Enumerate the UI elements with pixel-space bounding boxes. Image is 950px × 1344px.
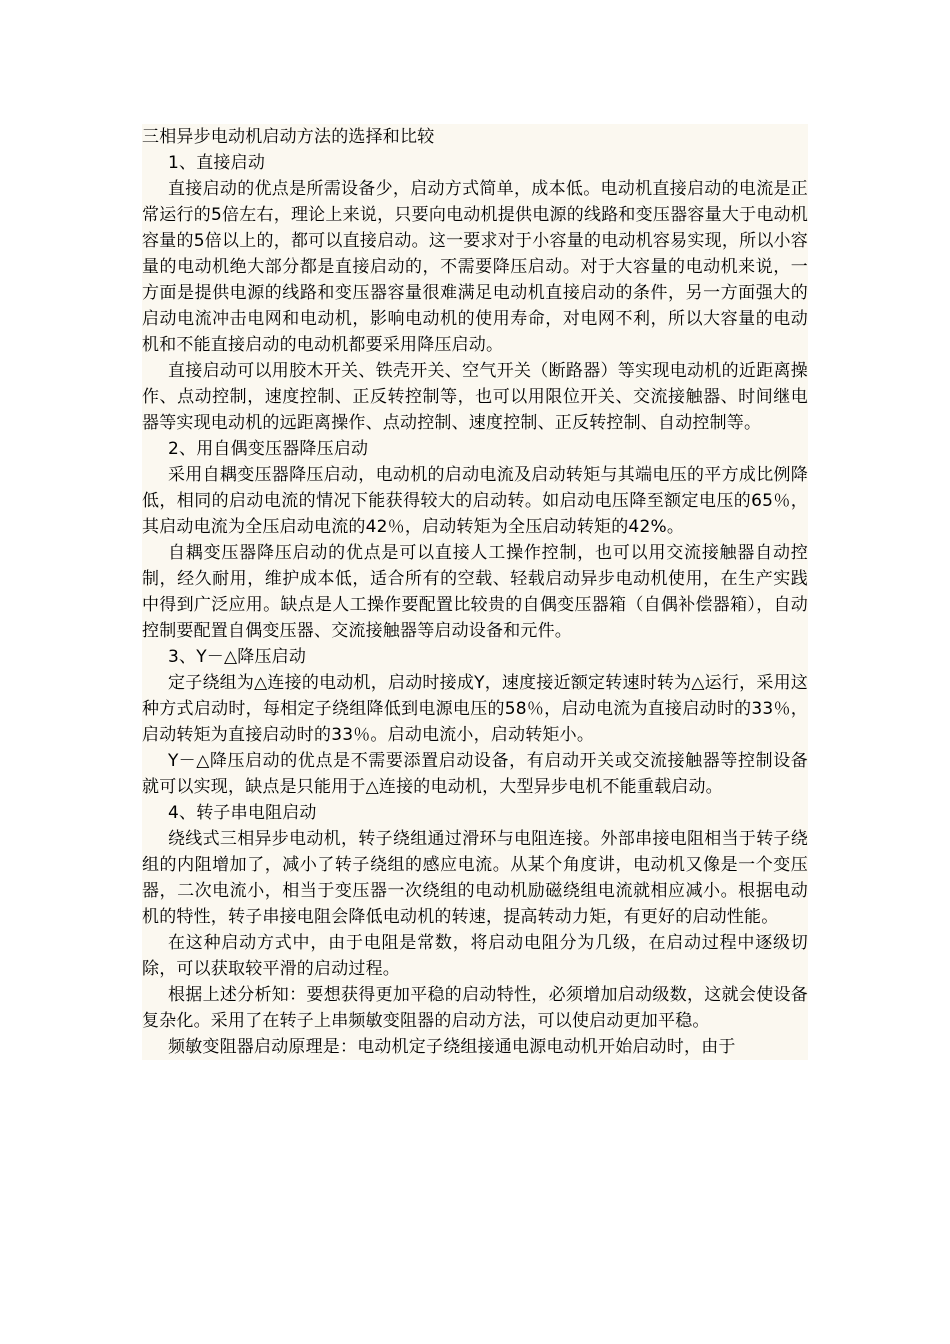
paragraph: 在这种启动方式中，由于电阻是常数，将启动电阻分为几级，在启动过程中逐级切除，可以获取较平滑的启动过程。: [142, 933, 808, 979]
section-heading-autotransformer-start: 2、用自偶变压器降压启动: [168, 439, 369, 459]
paragraph: Y－△降压启动的优点是不需要添置启动设备，有启动开关或交流接触器等控制设备就可以实现，缺点是只能用于△连接的电动机，大型异步电机不能重载启动。: [142, 751, 808, 797]
section-heading-rotor-resistance-start: 4、转子串电阻启动: [168, 803, 317, 823]
paragraph: 定子绕组为△连接的电动机，启动时接成Y，速度接近额定转速时转为△运行，采用这种方式启动时，每相定子绕组降低到电源电压的58％，启动电流为直接启动时的33％，启动转矩为直接启动时的33％。启动电流小，启动转矩小。: [142, 673, 808, 745]
document-body: [142, 124, 808, 1060]
paragraph: 自耦变压器降压启动的优点是可以直接人工操作控制，也可以用交流接触器自动控制，经久耐用，维护成本低，适合所有的空载、轻载启动异步电动机使用，在生产实践中得到广泛应用。缺点是人工操作要配置比较贵的自偶变压器箱（自偶补偿器箱），自动控制要配置自偶变压器、交流接触器等启动设备和元件。: [142, 543, 808, 641]
document-title: 三相异步电动机启动方法的选择和比较: [142, 127, 435, 147]
section-heading-direct-start: 1、直接启动: [168, 153, 266, 173]
paragraph: 直接启动可以用胶木开关、铁壳开关、空气开关（断路器）等实现电动机的近距离操作、点动控制，速度控制、正反转控制等，也可以用限位开关、交流接触器、时间继电器等实现电动机的远距离操作、点动控制、速度控制、正反转控制、自动控制等。: [142, 361, 808, 433]
paragraph: 频敏变阻器启动原理是：电动机定子绕组接通电源电动机开始启动时，由于: [168, 1037, 736, 1057]
paragraph: 采用自耦变压器降压启动，电动机的启动电流及启动转矩与其端电压的平方成比例降低，相同的启动电流的情况下能获得较大的启动转。如启动电压降至额定电压的65％，其启动电流为全压启动电流的42％，启动转矩为全压启动转矩的42%。: [142, 465, 808, 537]
paragraph: 根据上述分析知：要想获得更加平稳的启动特性，必须增加启动级数，这就会使设备复杂化。采用了在转子上串频敏变阻器的启动方法，可以使启动更加平稳。: [142, 985, 808, 1031]
paragraph: 直接启动的优点是所需设备少，启动方式简单，成本低。电动机直接启动的电流是正常运行的5倍左右，理论上来说，只要向电动机提供电源的线路和变压器容量大于电动机容量的5倍以上的，都可以直接启动。这一要求对于小容量的电动机容易实现，所以小容量的电动机绝大部分都是直接启动的，不需要降压启动。对于大容量的电动机来说，一方面是提供电源的线路和变压器容量很难满足电动机直接启动的条件，另一方面强大的启动电流冲击电网和电动机，影响电动机的使用寿命，对电网不利，所以大容量的电动机和不能直接启动的电动机都要采用降压启动。: [142, 179, 808, 355]
paragraph: 绕线式三相异步电动机，转子绕组通过滑环与电阻连接。外部串接电阻相当于转子绕组的内阻增加了，减小了转子绕组的感应电流。从某个角度讲，电动机又像是一个变压器，二次电流小，相当于变压器一次绕组的电动机励磁绕组电流就相应减小。根据电动机的特性，转子串接电阻会降低电动机的转速，提高转动力矩，有更好的启动性能。: [142, 829, 808, 927]
section-heading-star-delta-start: 3、Y－△降压启动: [168, 647, 307, 667]
